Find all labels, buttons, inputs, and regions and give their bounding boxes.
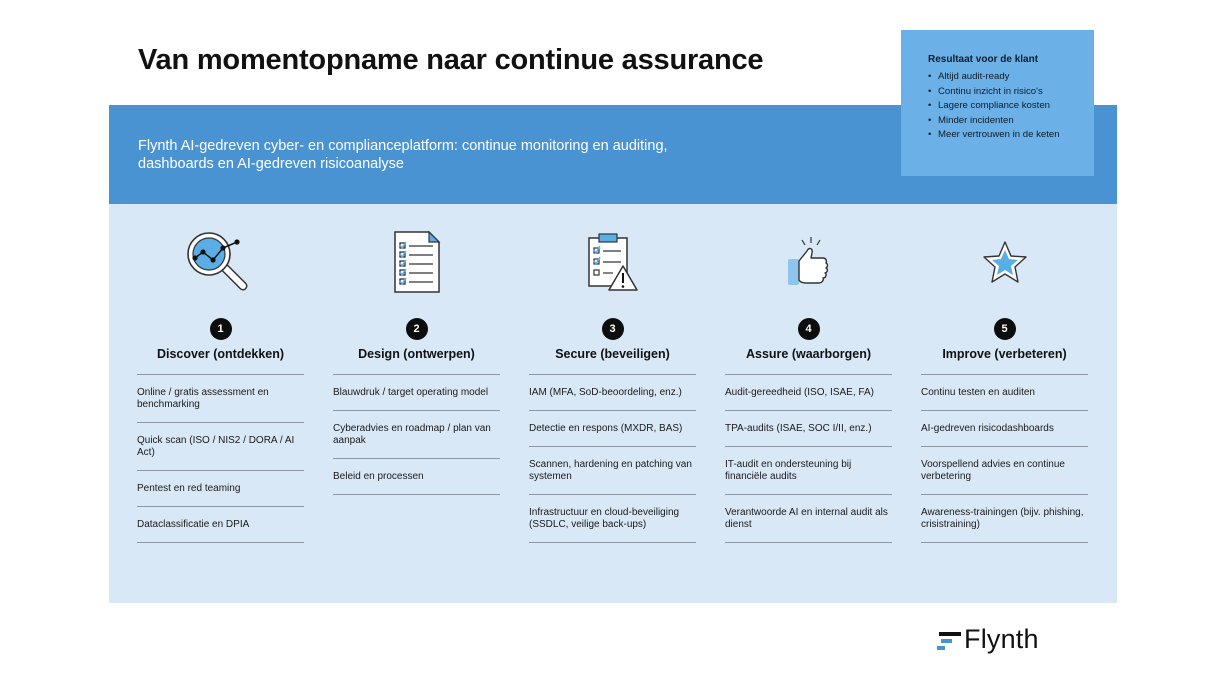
list-item: Beleid en processen [333,459,500,495]
result-item: • Altijd audit-ready [928,70,1084,85]
list-item: Verantwoorde AI en internal audit als dienst [725,495,892,543]
list-item: Awareness-trainingen (bijv. phishing, crisistraining) [921,495,1088,543]
result-item: • Meer vertrouwen in de keten [928,128,1084,143]
result-item: • Lagere compliance kosten [928,99,1084,114]
list-item: Infrastructuur en cloud-beveiliging (SSDLC, veilige back-ups) [529,495,696,543]
step-items [725,374,892,543]
result-heading: Resultaat voor de klant [928,54,1039,65]
step-assure [725,230,892,543]
list-item: Voorspellend advies en continue verbetering [921,447,1088,495]
list-item: Pentest en red teaming [137,471,304,507]
banner-text: Flynth AI-gedreven cyber- en complianceplatform: continue monitoring en auditing, dashboards en AI-gedreven risicoanalyse [138,138,668,172]
step-number: 3 [602,318,624,340]
list-item: Dataclassificatie en DPIA [137,507,304,543]
list-item: Quick scan (ISO / NIS2 / DORA / AI Act) [137,423,304,471]
step-title: Design (ontwerpen) [358,347,475,361]
list-item: IT-audit en ondersteuning bij financiële audits [725,447,892,495]
result-item: • Minder incidenten [928,114,1084,129]
list-item: IAM (MFA, SoD-beoordeling, enz.) [529,375,696,411]
step-number: 2 [406,318,428,340]
list-item: Blauwdruk / target operating model [333,375,500,411]
step-title: Secure (beveiligen) [555,347,670,361]
result-box [901,30,1094,176]
list-item: TPA-audits (ISAE, SOC I/II, enz.) [725,411,892,447]
step-number: 1 [210,318,232,340]
flynth-logo-mark [937,628,961,652]
step-discover [137,230,304,543]
step-items [529,374,696,543]
list-item: Audit-gereedheid (ISO, ISAE, FA) [725,375,892,411]
step-secure [529,230,696,543]
list-item: Scannen, hardening en patching van systemen [529,447,696,495]
step-improve [921,230,1088,543]
step-design [333,230,500,495]
clipboard-warning-icon [529,230,696,294]
result-item: • Continu inzicht in risico's [928,85,1084,100]
step-number: 4 [798,318,820,340]
page-title: Van momentopname naar continue assurance [138,44,764,76]
step-items [921,374,1088,543]
step-number: 5 [994,318,1016,340]
step-items [137,374,304,543]
magnifier-chart-icon [137,230,304,294]
step-title: Improve (verbeteren) [942,347,1067,361]
flynth-logo [937,624,1039,655]
star-icon [921,230,1088,294]
list-item: Cyberadvies en roadmap / plan van aanpak [333,411,500,459]
list-item: AI-gedreven risicodashboards [921,411,1088,447]
list-item: Online / gratis assessment en benchmarking [137,375,304,423]
step-items [333,374,500,495]
document-checklist-icon [333,230,500,294]
step-title: Discover (ontdekken) [156,347,285,361]
logo-wordmark: Flynth [964,624,1039,654]
list-item: Detectie en respons (MXDR, BAS) [529,411,696,447]
list-item: Continu testen en auditen [921,375,1088,411]
step-title: Assure (waarborgen) [745,347,872,361]
result-list [928,70,1084,143]
thumbs-up-icon [725,230,892,294]
